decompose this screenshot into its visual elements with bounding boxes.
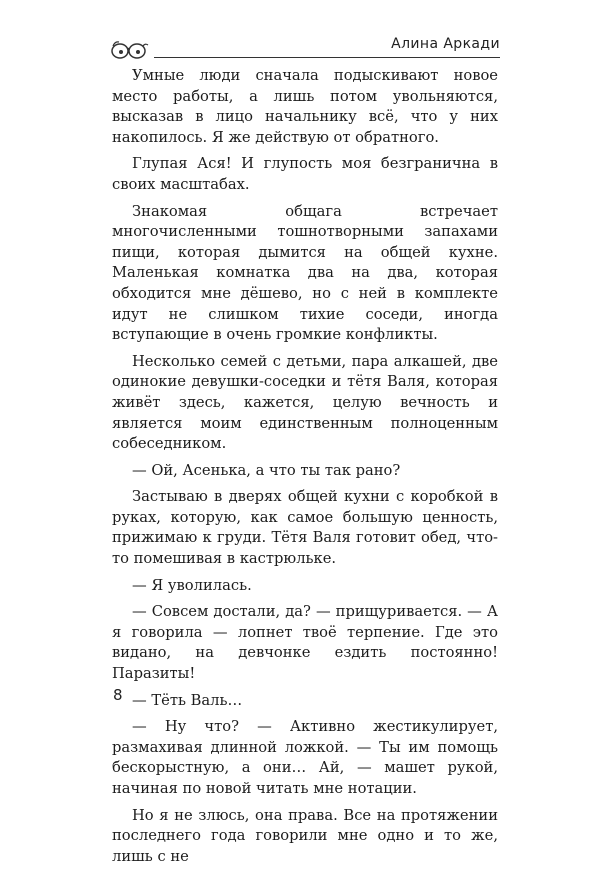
page-number: 8	[113, 686, 123, 704]
paragraph: — Ой, Асенька, а что ты так рано?	[132, 461, 401, 479]
paragraph: — Совсем достали, да? — прищуривается. — А я говорила — лопнет твоё терпение. Где это видано, на девчонке ездить постоянно! Паразиты!	[112, 603, 498, 683]
paragraph: Несколько семей с детьми, пара алкашей, две одинокие девушки-соседки и тётя Валя, которая живёт здесь, кажется, целую вечность и является моим единственным полноценным собеседником.	[112, 352, 498, 453]
paragraph: — Я уволилась.	[132, 576, 252, 594]
paragraph: Но я не злюсь, она права. Все на протяжении последнего года говорили мне одно и то же, лишь с не	[112, 806, 498, 865]
paragraph: — Тёть Валь…	[132, 691, 243, 709]
header-author: Алина Аркади	[391, 36, 500, 52]
paragraph: Глупая Ася! И глупость моя безгранична в своих масштабах.	[112, 155, 498, 193]
header-rule	[154, 57, 500, 58]
running-header	[110, 30, 500, 62]
paragraph: Умные люди сначала подыскивают новое место работы, а лишь потом увольняются, высказав в лицо начальнику всё, что у них накопилось. Я же действую от обратного.	[112, 67, 498, 146]
paragraph: Застываю в дверях общей кухни с коробкой в руках, которую, как самое большую ценность, прижимаю к груди. Тётя Валя готовит обед, что-то помешивая в кастрюльке.	[112, 488, 498, 568]
glasses-icon	[110, 36, 150, 62]
paragraph: — Ну что? — Активно жестикулирует, размахивая длинной ложкой. — Ты им помощь бескорыстную, а они… Ай, — машет рукой, начиная по новой читать мне нотации.	[112, 718, 498, 797]
body-text	[112, 66, 498, 873]
paragraph: Знакомая общага встречает многочисленными тошнотворными запахами пищи, которая дымится на общей кухне. Маленькая комнатка два на два, которая обходится мне дёшево, но с ней в комплекте идут не слишком тихие соседи, иногда вступающие в очень громкие конфликты.	[112, 202, 498, 344]
